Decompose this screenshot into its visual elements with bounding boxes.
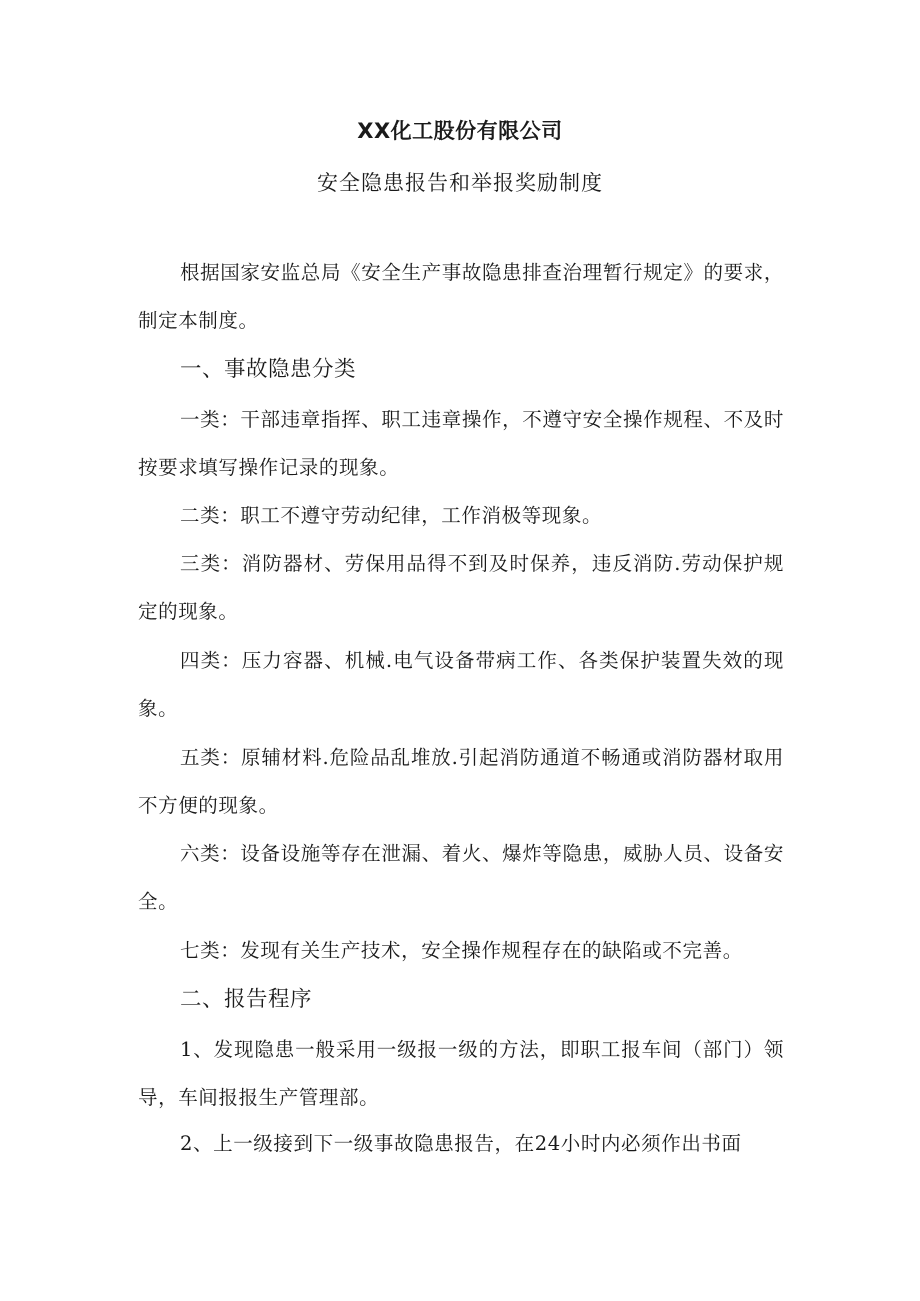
document-title: 安全隐患报告和举报奖励制度 — [317, 171, 603, 195]
list-item: 三类：消防器材、劳保用品得不到及时保养，违反消防.劳动保护规定的现象。 — [138, 552, 784, 623]
list-item: 二类：职工不遵守劳动纪律，工作消极等现象。 — [180, 504, 603, 527]
intro-paragraph: 根据国家安监总局《安全生产事故隐患排查治理暂行规定》的要求，制定本制度。 — [138, 261, 784, 332]
list-item: 一类：干部违章指挥、职工违章操作，不遵守安全操作规程、不及时按要求填写操作记录的现象。 — [138, 408, 784, 479]
company-title: XX化工股份有限公司 — [357, 119, 563, 143]
section-heading-reporting: 二、报告程序 — [180, 987, 313, 1012]
list-item: 五类：原辅材料.危险品乱堆放.引起消防通道不畅通或消防器材取用不方便的现象。 — [138, 746, 784, 817]
section-heading-classification: 一、事故隐患分类 — [180, 357, 357, 382]
list-item: 六类：设备设施等存在泄漏、着火、爆炸等隐患，威胁人员、设备安全。 — [138, 842, 784, 913]
list-item: 1、发现隐患一般采用一级报一级的方法，即职工报车间（部门）领导，车间报报生产管理部。 — [138, 1038, 784, 1109]
list-item: 四类：压力容器、机械.电气设备带病工作、各类保护装置失效的现象。 — [138, 649, 784, 720]
list-item: 七类：发现有关生产技术，安全操作规程存在的缺陷或不完善。 — [180, 939, 743, 962]
list-item: 2、上一级接到下一级事故隐患报告，在24小时内必须作出书面 — [180, 1132, 742, 1155]
